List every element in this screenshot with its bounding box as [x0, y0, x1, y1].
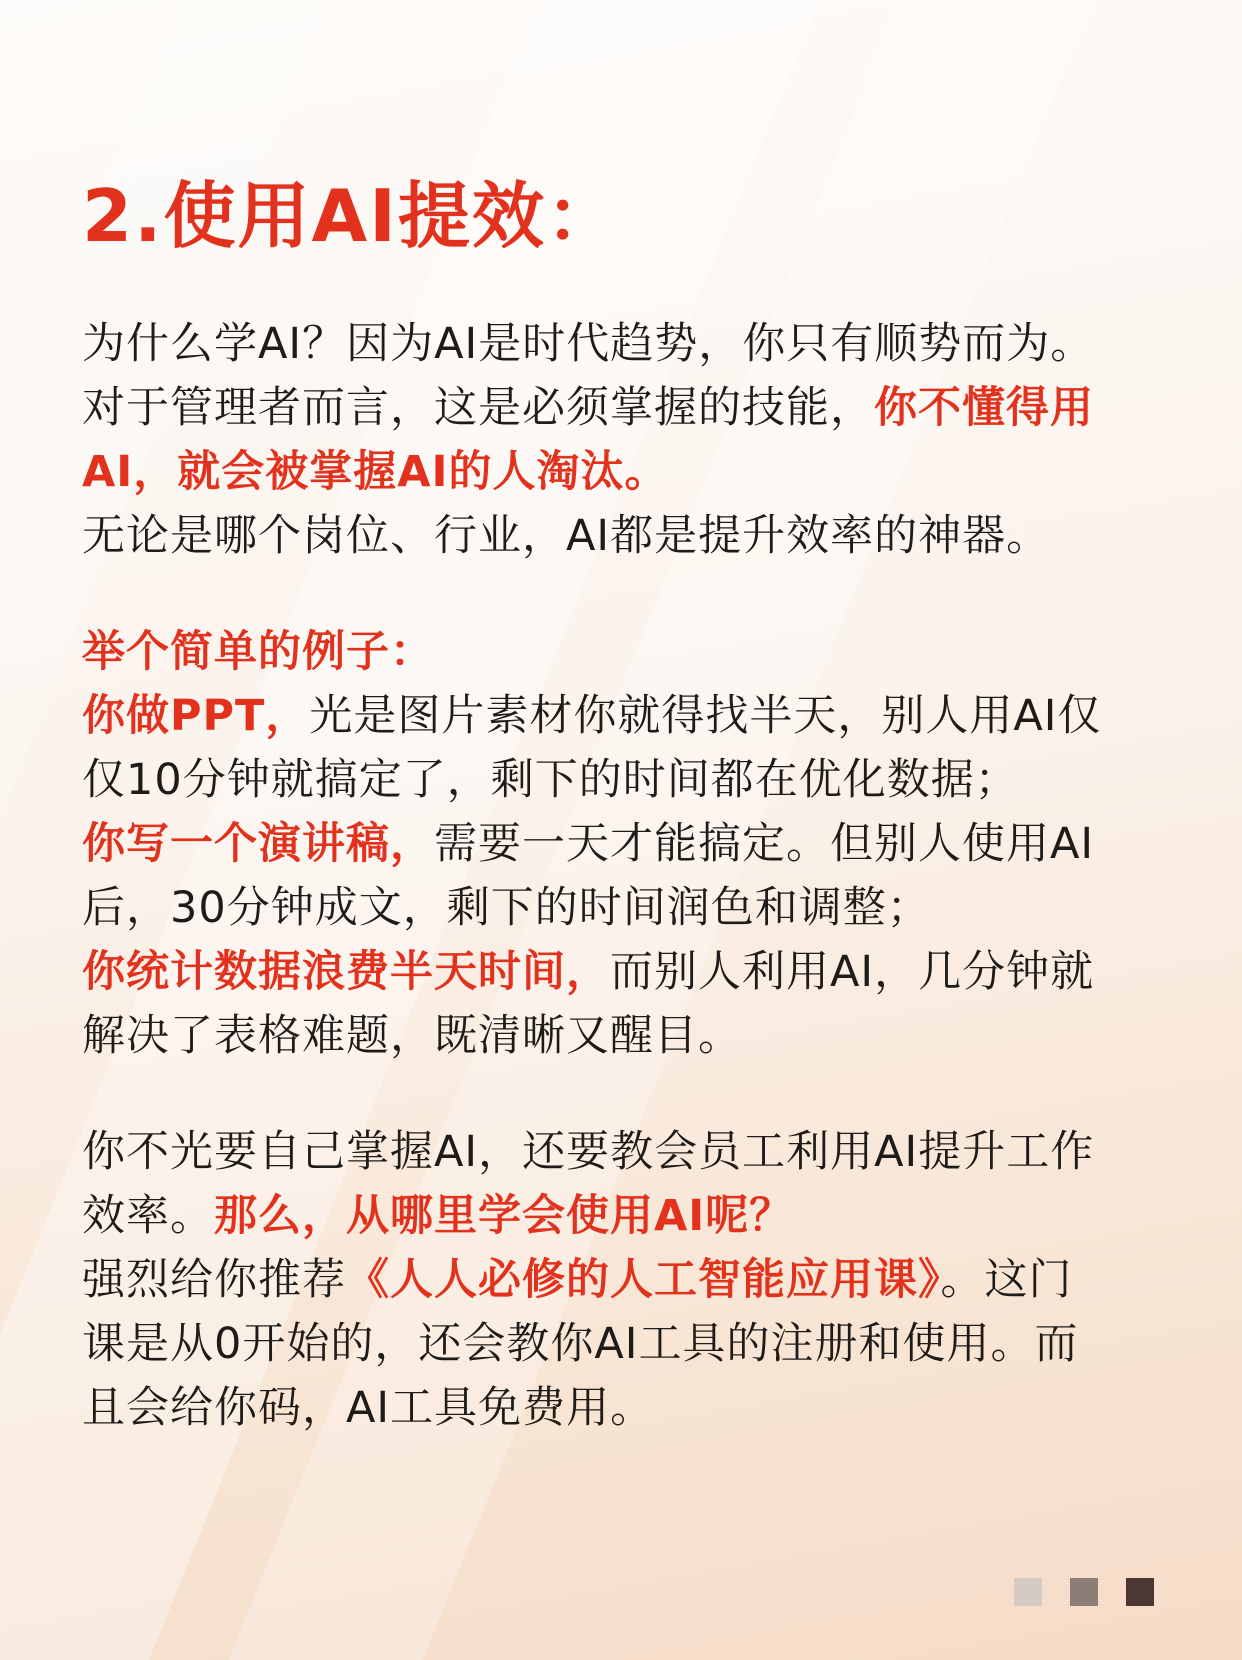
text-line: 无论是哪个岗位、行业，AI都是提升效率的神器。: [82, 511, 1051, 561]
paragraph-examples: [82, 620, 1162, 1068]
paragraph-why-learn-ai: [82, 312, 1162, 568]
text-line: 解决了表格难题，既清晰又醒目。: [82, 1011, 742, 1061]
article-body: [82, 312, 1162, 1440]
paragraph-recommendation: [82, 1120, 1162, 1440]
page-dot-active: [1126, 1578, 1154, 1606]
course-title: 《人人必修的人工智能应用课》: [346, 1255, 941, 1305]
text-span: 需要一天才能搞定。但别人使用AI: [434, 819, 1095, 869]
page-dot: [1070, 1578, 1098, 1606]
paragraph-gap: [82, 1068, 1162, 1120]
text-span: 而别人利用AI，几分钟就: [610, 947, 1095, 997]
page-indicator: [1014, 1578, 1154, 1606]
text-span: 强烈给你推荐: [82, 1255, 346, 1305]
highlight-span: 你不懂得用: [874, 383, 1094, 433]
text-line: [82, 1248, 1162, 1312]
text-line: 且会给你码，AI工具免费用。: [82, 1383, 655, 1433]
text-line: 你不光要自己掌握AI，还要教会员工利用AI提升工作: [82, 1127, 1095, 1177]
page-dot: [1014, 1578, 1042, 1606]
highlight-span: 那么，从哪里学会使用AI呢？: [214, 1191, 794, 1241]
paragraph-gap: [82, 568, 1162, 620]
text-line: [82, 812, 1162, 876]
text-line: 后，30分钟成文，剩下的时间润色和调整；: [82, 883, 931, 933]
text-span: 对于管理者而言，这是必须掌握的技能，: [82, 383, 874, 433]
highlight-line: AI，就会被掌握AI的人淘汰。: [82, 447, 669, 497]
highlight-span: 你做PPT，: [82, 691, 310, 741]
examples-heading: 举个简单的例子：: [82, 627, 434, 677]
page-title: 2.使用AI提效：: [82, 174, 620, 258]
text-line: 为什么学AI？因为AI是时代趋势，你只有顺势而为。: [82, 319, 1095, 369]
text-span: 效率。: [82, 1191, 214, 1241]
text-line: [82, 684, 1162, 748]
text-line: [82, 1184, 1162, 1248]
text-line: [82, 376, 1162, 440]
highlight-span: 你写一个演讲稿，: [82, 819, 434, 869]
text-span: 。这门: [940, 1255, 1073, 1305]
highlight-span: 你统计数据浪费半天时间，: [82, 947, 610, 997]
text-line: [82, 940, 1162, 1004]
text-line: 课是从0开始的，还会教你AI工具的注册和使用。而: [82, 1319, 1079, 1369]
text-line: 仅10分钟就搞定了，剩下的时间都在优化数据；: [82, 755, 1019, 805]
text-span: 光是图片素材你就得找半天，别人用AI仅: [309, 691, 1102, 741]
